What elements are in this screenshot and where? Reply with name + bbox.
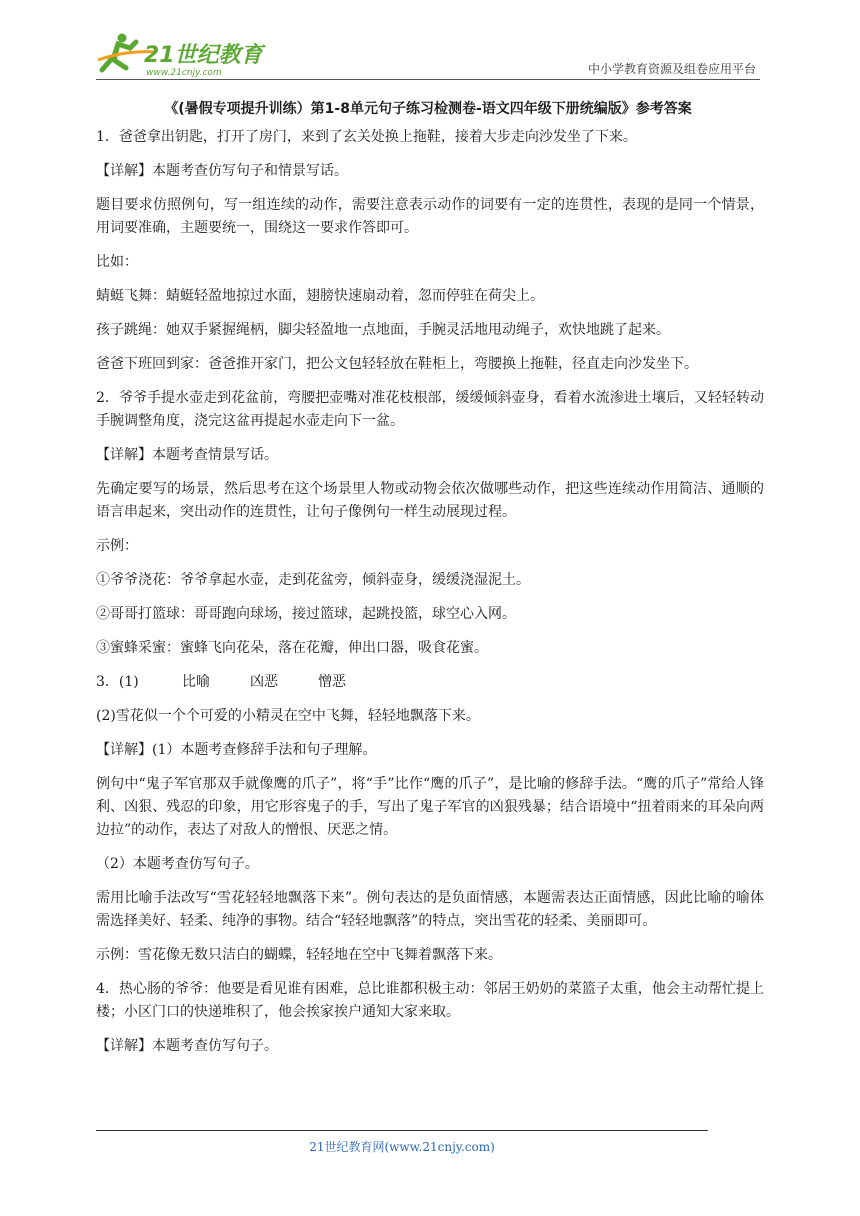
paragraph: 示例： — [96, 538, 138, 554]
paragraph: 2．爷爷手提水壶走到花盆前，弯腰把壶嘴对准花枝根部，缓缓倾斜壶身，看着水流渗进土壤后，又轻轻转动手腕调整角度，浇完这盆再提起水壶走向下一盆。 — [96, 390, 764, 429]
footer-divider — [96, 1130, 708, 1131]
paragraph: 示例：雪花像无数只洁白的蝴蝶，轻轻地在空中飞舞着飘落下来。 — [96, 947, 502, 963]
document-title: 《(暑假专项提升训练）第1-8单元句子练习检测卷-语文四年级下册统编版》参考答案 — [164, 101, 692, 117]
paragraph: 先确定要写的场景，然后思考在这个场景里人物或动物会依次做哪些动作，把这些连续动作用简洁、通顺的语言串起来，突出动作的连贯性，让句子像例句一样生动展现过程。 — [96, 481, 764, 520]
paragraph: 1．爸爸拿出钥匙，打开了房门，来到了玄关处换上拖鞋，接着大步走向沙发坐了下来。 — [96, 129, 637, 145]
paragraph: 比如： — [96, 254, 138, 270]
answer-3-number: 3．(1) — [96, 674, 139, 690]
paragraph: (2)雪花似一个个可爱的小精灵在空中飞舞，轻轻地飘落下来。 — [96, 708, 480, 724]
answer-content — [96, 126, 764, 1069]
paragraph: ③蜜蜂采蜜：蜜蜂飞向花朵，落在花瓣，伸出口器，吸食花蜜。 — [96, 640, 488, 656]
paragraph: 蜻蜓飞舞：蜻蜓轻盈地掠过水面，翅膀快速扇动着，忽而停驻在荷尖上。 — [96, 288, 544, 304]
header-platform-text: 中小学教育资源及组卷应用平台 — [587, 62, 756, 76]
paragraph: 孩子跳绳：她双手紧握绳柄，脚尖轻盈地一点地面，手腕灵活地甩动绳子，欢快地跳了起来。 — [96, 322, 670, 338]
answer-word: 憎恶 — [318, 674, 346, 690]
paragraph: （2）本题考查仿写句子。 — [96, 856, 259, 872]
footer-link[interactable]: 21世纪教育网(www.21cnjy.com) — [309, 1140, 495, 1154]
svg-text:21世纪教育: 21世纪教育 — [144, 43, 263, 68]
paragraph: 爸爸下班回到家：爸爸推开家门，把公文包轻轻放在鞋柜上，弯腰换上拖鞋，径直走向沙发坐下。 — [96, 356, 698, 372]
header-divider — [96, 79, 760, 80]
answer-3-words — [96, 671, 764, 694]
paragraph: 【详解】本题考查仿写句子。 — [96, 1038, 278, 1054]
answer-word: 比喻 — [182, 674, 210, 690]
paragraph: 例句中“鬼子军官那双手就像鹰的爪子”，将“手”比作“鹰的爪子”，是比喻的修辞手法。“鹰的爪子”常给人锋利、凶狠、残忍的印象，用它形容鬼子的手，写出了鬼子军官的凶狠残暴；结合语境中“扭着雨来的耳朵向两边拉”的动作，表达了对敌人的憎恨、厌恶之情。 — [96, 776, 764, 838]
paragraph: 【详解】(1）本题考查修辞手法和句子理解。 — [96, 742, 377, 758]
logo-21cnjy — [96, 30, 266, 78]
paragraph: ②哥哥打篮球：哥哥跑向球场，接过篮球，起跳投篮，球空心入网。 — [96, 606, 516, 622]
page-header — [96, 30, 760, 82]
paragraph: 【详解】本题考查情景写话。 — [96, 447, 278, 463]
paragraph: 题目要求仿照例句，写一组连续的动作，需要注意表示动作的词要有一定的连贯性，表现的是同一个情景，用词要准确，主题要统一，围绕这一要求作答即可。 — [96, 197, 764, 236]
answer-word: 凶恶 — [250, 674, 278, 690]
paragraph: 4．热心肠的爷爷：他要是看见谁有困难，总比谁都积极主动：邻居王奶奶的菜篮子太重，他会主动帮忙提上楼；小区门口的快递堆积了，他会挨家挨户通知大家来取。 — [96, 981, 764, 1020]
svg-text:www.21cnjy.com: www.21cnjy.com — [146, 68, 222, 78]
paragraph: 需用比喻手法改写“雪花轻轻地飘落下来”。例句表达的是负面情感，本题需表达正面情感，因此比喻的喻体需选择美好、轻柔、纯净的事物。结合“轻轻地飘落”的特点，突出雪花的轻柔、美丽即可。 — [96, 890, 764, 929]
paragraph: ①爷爷浇花：爷爷拿起水壶，走到花盆旁，倾斜壶身，缓缓浇湿泥土。 — [96, 572, 530, 588]
paragraph: 【详解】本题考查仿写句子和情景写话。 — [96, 163, 348, 179]
